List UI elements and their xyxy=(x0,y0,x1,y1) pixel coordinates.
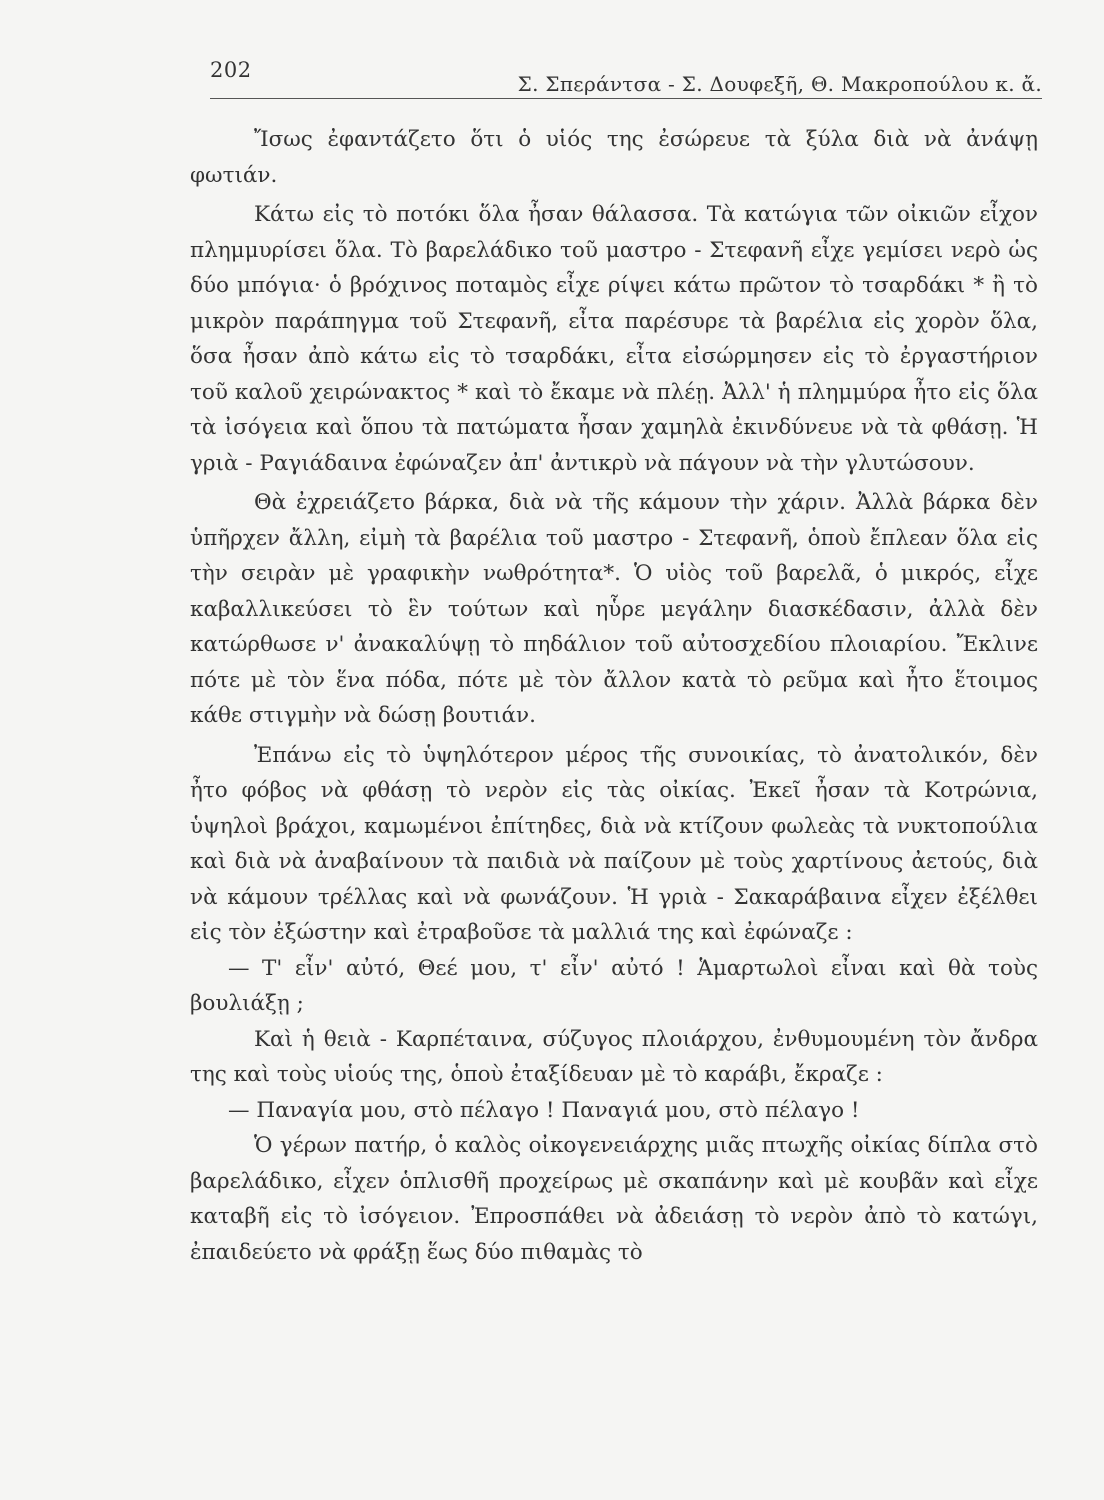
paragraph-6: Ὁ γέρων πατήρ, ὁ καλὸς οἰκογενειάρχης μιᾶς πτωχῆς οἰκίας δίπλα στὸ βαρελάδικο, εἶχεν ὁπλισθῆ προχείρως μὲ σκαπάνην καὶ μὲ κουβᾶν καὶ εἶχε καταβῆ εἰς τὸ ἰσόγειον. Ἐπροσπάθει νὰ ἀδειάσῃ τὸ νερὸν ἀπὸ τὸ κατώγι, ἐπαιδεύετο νὰ φράξῃ ἕως δύο πιθαμὰς τὸ xyxy=(190,1133,1038,1265)
paragraph-1: Ἴσως ἐφαντάζετο ὅτι ὁ υἱός της ἐσώρευε τὰ ξύλα διὰ νὰ ἀνάψῃ φωτιάν. xyxy=(190,127,1038,188)
paragraph-3: Θὰ ἐχρειάζετο βάρκα, διὰ νὰ τῆς κάμουν τὴν χάριν. Ἀλλὰ βάρκα δὲν ὑπῆρχεν ἄλλη, εἰμὴ τὰ βαρέλια τοῦ μαστρο - Στεφανῆ, ὁποὺ ἔπλεαν ὅλα εἰς τὴν σειρὰν μὲ γραφικὴν νωθρότητα*. Ὁ υἱὸς τοῦ βαρελᾶ, ὁ μικρός, εἶχε καβαλλικεύσει τὸ ἓν τούτων καὶ ηὗρε μεγάλην διασκέδασιν, ἀλλὰ δὲν κατώρθωσε ν' ἀνακαλύψῃ τὸ πηδάλιον τοῦ αὐτοσχεδίου πλοιαρίου. Ἔκλινε πότε μὲ τὸν ἕνα πόδα, πότε μὲ τὸν ἄλλον κατὰ τὸ ρεῦμα καὶ ἦτο ἕτοιμος κάθε στιγμὴν νὰ δώσῃ βουτιάν. xyxy=(190,490,1038,728)
paragraph-2: Κάτω εἰς τὸ ποτόκι ὅλα ἦσαν θάλασσα. Τὰ κατώγια τῶν οἰκιῶν εἶχον πλημμυρίσει ὅλα. Τὸ βαρελάδικο τοῦ μαστρο - Στεφανῆ εἶχε γεμίσει νερὸ ὡς δύο μπόγια· ὁ βρόχινος ποταμὸς εἶχε ρίψει κάτω πρῶτον τὸ τσαρδάκι * ἢ τὸ μικρὸν παράπηγμα τοῦ Στεφανῆ, εἶτα παρέσυρε τὰ βαρέλια εἰς χορὸν ὅλα, ὅσα ἦσαν ἀπὸ κάτω εἰς τὸ τσαρδάκι, εἶτα εἰσώρμησεν εἰς τὸ ἐργαστήριον τοῦ καλοῦ χειρώνακτος * καὶ τὸ ἔκαμε νὰ πλέῃ. Ἀλλ' ἡ πλημμύρα ἦτο εἰς ὅλα τὰ ἰσόγεια καὶ ὅπου τὰ πατώματα ἦσαν χαμηλὰ ἐκινδύνευε νὰ τὰ φθάσῃ. Ἡ γριὰ - Ραγιάδαινα ἐφώναζεν ἀπ' ἀντικρὺ νὰ πάγουν νὰ τὴν γλυτώσουν. xyxy=(190,202,1038,476)
header-rule xyxy=(210,98,1042,99)
dialogue-line-2: — Παναγία μου, στὸ πέλαγο ! Παναγιά μου, στὸ πέλαγο ! xyxy=(228,1097,860,1123)
dialogue-line-1: — Τ' εἶν' αὐτό, Θεέ μου, τ' εἶν' αὐτό ! Ἁμαρτωλοὶ εἶναι καὶ θὰ τοὺς βουλιάξῃ ; xyxy=(190,955,1038,1016)
page-number: 202 xyxy=(210,58,252,82)
running-head: Σ. Σπεράντσα - Σ. Δουφεξῆ, Θ. Μακροπούλου κ. ἄ. xyxy=(517,72,1042,96)
body-text xyxy=(190,122,1038,1270)
paragraph-5: Καὶ ἡ θειὰ - Καρπέταινα, σύζυγος πλοιάρχου, ἐνθυμουμένη τὸν ἄνδρα της καὶ τοὺς υἱούς της, ὁποὺ ἐταξίδευαν μὲ τὸ καράβι, ἔκραζε : xyxy=(190,1026,1038,1087)
paragraph-4: Ἐπάνω εἰς τὸ ὑψηλότερον μέρος τῆς συνοικίας, τὸ ἀνατολικόν, δὲν ἦτο φόβος νὰ φθάσῃ τὸ νερὸν εἰς τὰς οἰκίας. Ἐκεῖ ἦσαν τὰ Κοτρώνια, ὑψηλοὶ βράχοι, καμωμένοι ἐπίτηδες, διὰ νὰ κτίζουν φωλεὰς τὰ νυκτοπούλια καὶ διὰ νὰ ἀναβαίνουν τὰ παιδιὰ νὰ παίζουν μὲ τοὺς χαρτίνους ἀετούς, διὰ νὰ κάμουν τρέλλας καὶ νὰ φωνάζουν. Ἡ γριὰ - Σακαράβαινα εἶχεν ἐξέλθει εἰς τὸν ἐξώστην καὶ ἐτραβοῦσε τὰ μαλλιά της καὶ ἐφώναζε : xyxy=(190,742,1038,945)
page-header xyxy=(210,58,1042,98)
